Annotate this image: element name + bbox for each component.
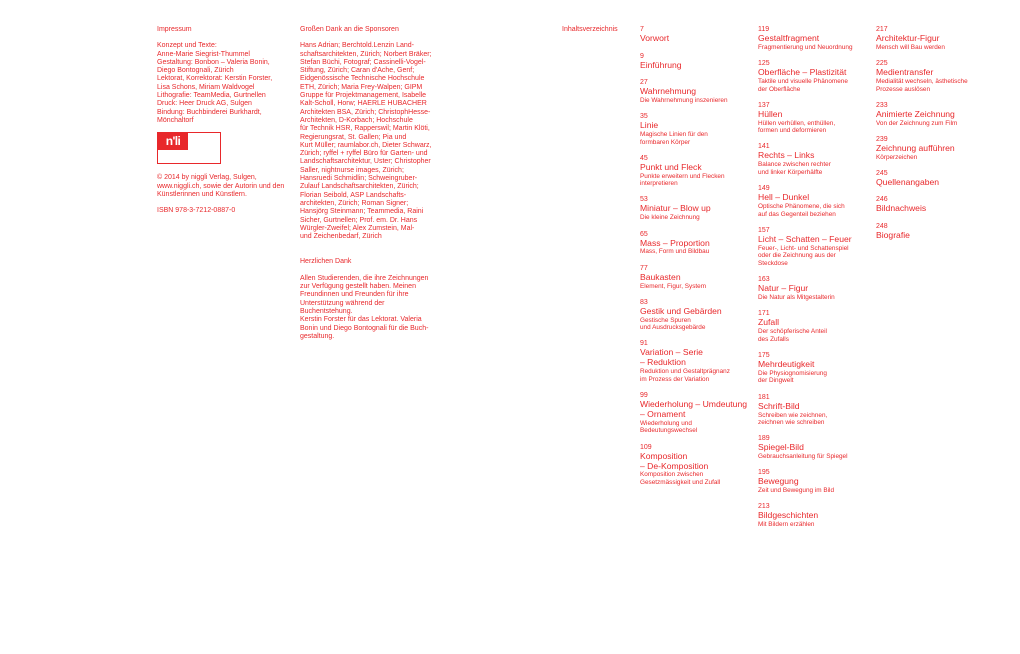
toc-entry <box>640 113 752 146</box>
toc-entry-page: 233 <box>876 101 888 109</box>
toc-entry-page: 27 <box>640 79 648 86</box>
toc-entry-page: 175 <box>758 351 770 359</box>
toc-entry-subtitle: Körperzeichen <box>876 153 918 161</box>
toc-entry-page: 9 <box>640 52 644 60</box>
toc-entry-subtitle: Punkte erweitern und Flecken interpretieren <box>640 172 725 188</box>
toc-entry-page: 157 <box>758 226 770 234</box>
toc-entry-subtitle: Gebrauchsanleitung für Spiegel <box>758 453 848 461</box>
toc-entry-title: Hüllen <box>758 108 783 119</box>
toc-entry-subtitle: Komposition zwischen Gesetzmässigkeit und Zufall <box>640 471 721 487</box>
toc-entry-title: Rechts – Links <box>758 150 815 161</box>
toc-entry-title: Medientransfer <box>876 67 934 78</box>
toc-entry-subtitle: Taktile und visuelle Phänomene der Oberfläche <box>758 78 848 93</box>
toc-entry-subtitle: Der schöpferische Anteil des Zufalls <box>758 328 827 343</box>
toc-entry-title: Wahrnehmung <box>640 86 697 96</box>
publisher-logo-mark: n'li <box>158 133 188 150</box>
toc-entry-subtitle: Die Wahrnehmung inszenieren <box>640 96 728 104</box>
sponsors-heading: Großen Dank an die Sponsoren <box>300 26 399 33</box>
toc-entry-title: Bildgeschichten <box>758 510 819 521</box>
toc-entry-title: Gestik und Gebärden <box>640 305 722 316</box>
toc-entry-title: Architektur-Figur <box>876 33 940 43</box>
sponsors-list: Hans Adrian; Berchtold.Lenzin Land- schaftsarchitekten, Zürich; Norbert Bräker; Stefan Büchi, Fotograf; Cassinelli-Vogel- Stiftung, Zürich; Caran d'Ache, Genf; Eidgenössische Technische Hochschule ETH, Zürich; Maria Frey-Walpen; GIPM Gruppe für Projektmanagement, Isabelle Kalt-Scholl, Horw; HAERLE HUBACHER Architekten BSA, Zürich; ChristophHesse- Architekten, D-Korbach; Hochschule für Technik HSR, Rapperswil; Martin Klöti, Regierungsrat, St. Gallen; Pia und Kurt Müller; raumlabor.ch, Dieter Schwarz, Zürich; ryffel + ryffel Büro für Garten- und Landschaftsarchitektur, Uster; Christopher Saller, nightnurse images, Zürich; Hansruedi Schmidlin; Schweingruber- Zulauf Landschaftsarchitekten, Zürich; Florian Seibold, ASP Landschafts- architekten, Zürich; Roman Signer; Hansjörg Steinmann; Teammedia, Raini Sicher, Gurtnellen; Prof. em. Dr. Hans Würgler-Zweifel; Alex Zumstein, Mal- und Zeichenbedarf, Zürich <box>300 42 432 241</box>
toc-entry-subtitle: Die Physiognomisierung der Dingwelt <box>758 369 827 385</box>
toc-entry-subtitle: Element, Figur, System <box>640 282 707 290</box>
toc-entry-subtitle: Wiederholung und Bedeutungswechsel <box>640 419 698 435</box>
toc-column-3 <box>876 26 988 249</box>
toc-column-1 <box>640 26 752 495</box>
toc-entry <box>640 299 752 332</box>
toc-entry-title: Mass – Proportion <box>640 237 710 248</box>
toc-entry-title: Bildnachweis <box>876 203 927 214</box>
toc-entry <box>876 136 988 162</box>
toc-entry-page: 248 <box>876 222 888 230</box>
toc-entry-title: Biografie <box>876 229 910 240</box>
toc-entry-title: Zeichnung aufführen <box>876 142 955 153</box>
toc-entry-page: 109 <box>640 443 652 451</box>
toc-entry <box>640 265 752 291</box>
toc-entry-subtitle: Von der Zeichnung zum Film <box>876 119 958 127</box>
toc-entry-subtitle: Reduktion und Gestaltprägnanz im Prozess der Variation <box>640 368 730 383</box>
sponsors-column <box>300 26 435 341</box>
toc-entry-title: Schrift-Bild <box>758 400 800 411</box>
thanks-text: Allen Studierenden, die ihre Zeichnungen zur Verfügung gestellt haben. Meinen Freundinnen und Freunden für ihre Unterstützung während der Buchentstehung. Kerstin Forster für das Lektorat. Valeria Bonin und Diego Bontognali für die Buch- gestaltung. <box>300 274 429 340</box>
toc-entry-page: 149 <box>758 185 770 193</box>
publisher-logo <box>157 132 221 164</box>
toc-entry-page: 163 <box>758 276 770 284</box>
copyright-notice: © 2014 by niggli Verlag, Sulgen, www.niggli.ch, sowie der Autorin und den Künstlerinnen und Künstlern. <box>157 174 285 198</box>
toc-entry-title: Punkt und Fleck <box>640 161 702 172</box>
toc-entry-page: 141 <box>758 143 770 151</box>
toc-entry <box>758 352 870 385</box>
toc-heading-column <box>562 26 632 42</box>
toc-entry-page: 171 <box>758 310 770 318</box>
toc-entry-page: 91 <box>640 340 648 348</box>
toc-entry <box>876 26 988 52</box>
toc-entry-page: 225 <box>876 60 888 68</box>
toc-entry-subtitle: Gestische Spuren und Ausdrucksgebärde <box>640 316 706 332</box>
toc-entry-page: 45 <box>640 154 648 162</box>
toc-entry-subtitle: Feuer-, Licht- und Schattenspiel oder die Zeichnung aus der Steckdose <box>758 244 849 267</box>
toc-entry-subtitle: Hüllen verhüllen, enthüllen, formen und deformieren <box>758 119 836 135</box>
toc-entry-title: Licht – Schatten – Feuer <box>758 233 852 244</box>
toc-entry <box>640 26 752 44</box>
toc-entry-title: Miniatur – Blow up <box>640 203 711 214</box>
toc-entry-title: Vorwort <box>640 33 670 43</box>
toc-entry-page: 217 <box>876 26 888 33</box>
toc-entry <box>640 196 752 222</box>
toc-entry-title: Linie <box>640 120 659 131</box>
toc-entry-page: 53 <box>640 196 648 204</box>
isbn: ISBN 978-3-7212-0887-0 <box>157 207 236 215</box>
toc-entry <box>758 469 870 495</box>
toc-entry-title: Spiegel-Bild <box>758 442 804 453</box>
toc-entry <box>758 60 870 93</box>
impressum-heading: Impressum <box>157 26 192 33</box>
toc-entry-subtitle: Magische Linien für den formbaren Körper <box>640 131 708 146</box>
toc-entry-page: 119 <box>758 26 770 33</box>
toc-entry <box>758 143 870 176</box>
toc-entry-subtitle: Fragmentierung und Neuordnung <box>758 43 853 51</box>
toc-entry <box>640 231 752 257</box>
toc-entry <box>876 60 988 93</box>
toc-entry-subtitle: Schreiben wie zeichnen, zeichnen wie schreiben <box>758 411 828 427</box>
toc-entry-page: 35 <box>640 113 648 121</box>
toc-entry-page: 245 <box>876 169 888 177</box>
toc-entry-title: Quellenangaben <box>876 176 940 187</box>
toc-column-2 <box>758 26 870 538</box>
toc-entry-subtitle: Die Natur als Mitgestalterin <box>758 294 835 302</box>
toc-entry-title: Animierte Zeichnung <box>876 108 955 119</box>
toc-entry-page: 246 <box>876 196 888 204</box>
toc-entry <box>640 53 752 71</box>
toc-entry-page: 137 <box>758 101 770 109</box>
toc-entry-page: 99 <box>640 392 648 400</box>
toc-entry <box>758 435 870 461</box>
toc-entry-page: 125 <box>758 60 770 68</box>
toc-entry-title: Zufall <box>758 317 780 328</box>
toc-entry <box>640 444 752 487</box>
toc-entry <box>758 102 870 135</box>
toc-entry-subtitle: Balance zwischen rechter und linker Körperhälfte <box>758 161 831 176</box>
toc-entry <box>876 102 988 128</box>
toc-entry-title: Wiederholung – Umdeutung – Ornament <box>640 399 748 419</box>
toc-entry-subtitle: Zeit und Bewegung im Bild <box>758 487 835 495</box>
toc-entry <box>640 340 752 383</box>
toc-entry-page: 213 <box>758 503 770 511</box>
toc-entry-subtitle: Medialität wechseln, ästhetische Prozesse auslösen <box>876 78 968 93</box>
toc-entry <box>758 310 870 343</box>
toc-entry-title: Oberfläche – Plastizität <box>758 67 847 78</box>
toc-entry <box>758 26 870 52</box>
toc-entry-title: Variation – Serie – Reduktion <box>640 347 703 368</box>
toc-heading: Inhaltsverzeichnis <box>562 26 618 33</box>
toc-entry-page: 65 <box>640 230 648 238</box>
impressum-credits: Konzept und Texte: Anne-Marie Siegrist-Thummel Gestaltung: Bonbon – Valeria Bonin, Diego Bontognali, Zürich Lektorat, Korrektorat: Kerstin Forster, Lisa Schons, Miriam Waldvogel Lithografie: TeamMedia, Gurtnellen Druck: Heer Druck AG, Sulgen Bindung: Buchbinderei Burkhardt, Mönchaltorf <box>157 42 273 124</box>
toc-entry <box>758 276 870 302</box>
toc-entry <box>876 196 988 214</box>
toc-entry <box>758 227 870 268</box>
toc-entry <box>758 185 870 218</box>
impressum-column <box>157 26 287 215</box>
toc-entry-page: 181 <box>758 393 770 401</box>
toc-entry <box>640 79 752 105</box>
toc-entry-page: 189 <box>758 435 770 443</box>
toc-entry-title: Mehrdeutigkeit <box>758 358 815 369</box>
toc-entry-title: Gestaltfragment <box>758 33 820 43</box>
toc-entry-page: 83 <box>640 298 648 306</box>
toc-entry-subtitle: Mensch will Bau werden <box>876 43 945 51</box>
toc-entry-title: Baukasten <box>640 271 681 282</box>
toc-entry-title: Bewegung <box>758 476 799 487</box>
toc-entry-title: Natur – Figur <box>758 283 809 294</box>
toc-entry-page: 7 <box>640 26 644 33</box>
toc-entry <box>640 155 752 188</box>
thanks-heading: Herzlichen Dank <box>300 258 352 266</box>
toc-entry <box>876 223 988 241</box>
toc-entry-page: 77 <box>640 264 648 272</box>
toc-entry <box>758 394 870 427</box>
toc-entry-title: Komposition – De-Komposition <box>640 450 709 471</box>
toc-entry-title: Einführung <box>640 59 682 70</box>
toc-entry-subtitle: Mass, Form und Bildbau <box>640 248 710 256</box>
toc-entry <box>640 392 752 435</box>
toc-entry <box>876 170 988 188</box>
toc-entry-title: Hell – Dunkel <box>758 192 810 203</box>
toc-entry-subtitle: Mit Bildern erzählen <box>758 521 815 529</box>
toc-entry-subtitle: Optische Phänomene, die sich auf das Gegenteil beziehen <box>758 203 845 218</box>
toc-entry <box>758 503 870 529</box>
toc-entry-page: 239 <box>876 135 888 143</box>
toc-entry-page: 195 <box>758 469 770 477</box>
toc-entry-subtitle: Die kleine Zeichnung <box>640 214 700 222</box>
